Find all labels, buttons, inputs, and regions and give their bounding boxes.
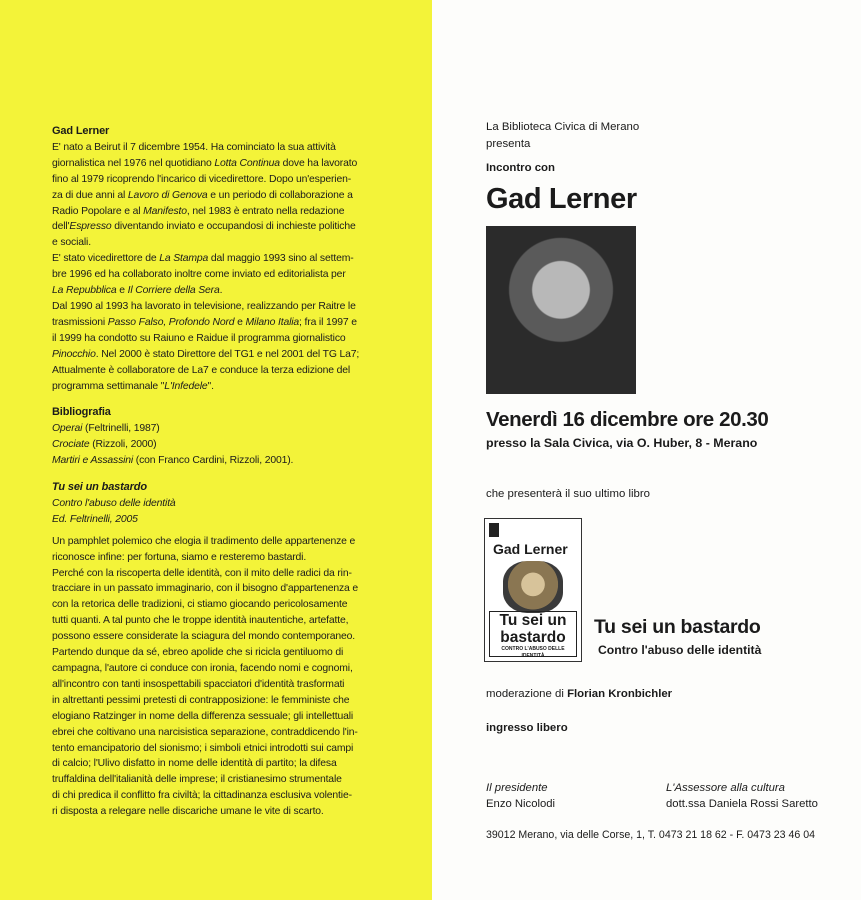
book-description-line: all'incontro con tanti insospettabili spacciatori d'identità trasformati — [52, 678, 345, 690]
assessor-name: dott.ssa Daniela Rossi Saretto — [666, 798, 818, 810]
moderation-line: moderazione di Florian Kronbichler — [486, 688, 673, 700]
bio-line: programma settimanale "L'Infedele". — [52, 380, 214, 392]
bio-line: La Repubblica e Il Corriere della Sera. — [52, 285, 223, 297]
bio-line: Pinocchio. Nel 2000 è stato Direttore del TG1 e nel 2001 del TG La7; — [52, 348, 360, 360]
org-line: La Biblioteca Civica di Merano — [486, 121, 640, 133]
event-place: presso la Sala Civica, via O. Huber, 8 - Merano — [486, 436, 758, 450]
right-panel — [432, 0, 861, 900]
book-description-line: Partendo dunque da sé, ebreo apolide che si ricicla gentiluomo di — [52, 647, 344, 659]
cover-title-box — [489, 611, 577, 657]
book-description-line: tento emancipatorio del sionismo; i simboli etnici introdotti sui campi — [52, 742, 354, 754]
book-description-line: campagna, l'autore ci conduce con ironia, facendo nomi e cognomi, — [52, 663, 353, 674]
publisher-logo-icon — [489, 523, 499, 537]
bio-paragraph — [52, 140, 376, 395]
bibliography-heading: Bibliografia — [52, 406, 111, 419]
book-description-line: ebrei che coltivano una narcisistica separazione, contraddicendo l'in- — [52, 726, 358, 738]
free-entry: ingresso libero — [486, 722, 568, 734]
book-description-line: di chi predica il conflitto fra civiltà; la cittadinanza esclusiva volentie- — [52, 790, 352, 802]
bio-line: Radio Popolare e al Manifesto, nel 1983 è entrato nella redazione — [52, 205, 345, 217]
book-description-line: Perché con la riscoperta delle identità, con il mito delle radici da rin- — [52, 567, 352, 579]
book-subtitle-left: Contro l'abuso delle identità — [52, 497, 176, 509]
bio-line: giornalistica nel 1976 nel quotidiano Lotta Continua dove ha lavorato — [52, 157, 358, 169]
bibliography-item: Operai (Feltrinelli, 1987) — [52, 423, 160, 435]
cover-title-line: Tu sei un — [499, 612, 567, 629]
cover-title-line: bastardo — [500, 629, 566, 646]
author-heading: Gad Lerner — [52, 125, 110, 137]
book-description-line: di calcio; l'Ulivo disfatto in nome delle identità di partito; la difesa — [52, 758, 337, 770]
bio-line: Dal 1990 al 1993 ha lavorato in televisione, realizzando per Raitre le — [52, 300, 356, 312]
book-edition: Ed. Feltrinelli, 2005 — [52, 513, 138, 525]
book-description-line: tutti quanti. A tal punto che le troppe identità inautentiche, artefatte, — [52, 615, 349, 627]
bio-line: dell'Espresso diventando inviato e occupandosi di inchieste politiche — [52, 221, 356, 233]
address-line: 39012 Merano, via delle Corse, 1, T. 0473 21 18 62 - F. 0473 23 46 04 — [486, 829, 816, 841]
presents-text: presenta — [486, 138, 531, 150]
bio-line: il 1999 ha condotto su Raiuno e Raidue il programma giornalistico — [52, 332, 346, 344]
bio-line: fino al 1979 ricoprendo l'incarico di vicedirettore. Dopo un'esperien- — [52, 173, 352, 185]
bio-line: za di due anni al Lavoro di Genova e un periodo di collaborazione a — [52, 189, 353, 201]
event-date: Venerdì 16 dicembre ore 20.30 — [486, 408, 769, 431]
left-column — [52, 124, 376, 820]
book-description-line: riconosce infine: per fortuna, siamo e resteremo bastardi. — [52, 551, 307, 563]
book-description-line: ri disposta a relegare nelle discariche umane le vite di scarto. — [52, 806, 324, 818]
book-description-line: possono essere considerate la sciagura del mondo contemporaneo. — [52, 631, 356, 643]
president-role: Il presidente — [486, 782, 548, 794]
speaker-photo — [486, 226, 636, 394]
bio-line: E' nato a Beirut il 7 dicembre 1954. Ha cominciato la sua attività — [52, 141, 336, 153]
book-title-right: Tu sei un bastardo — [594, 616, 761, 638]
cover-author: Gad Lerner — [493, 541, 568, 557]
bio-line: Attualmente è collaboratore de La7 e conduce la terza edizione del — [52, 364, 350, 376]
book-description-line: tracciare in un passato immaginario, con il bisogno d'appartenenza e — [52, 583, 358, 595]
bibliography-item: Crociate (Rizzoli, 2000) — [52, 439, 157, 451]
assessor-role: L'Assessore alla cultura — [666, 782, 785, 794]
meeting-label: Incontro con — [486, 162, 555, 174]
book-description-line: con la retorica delle tradizioni, ci stiamo giocando pericolosamente — [52, 599, 348, 611]
bio-line: e sociali. — [52, 237, 91, 249]
present-book-text: che presenterà il suo ultimo libro — [486, 488, 650, 500]
speaker-name: Gad Lerner — [486, 183, 637, 215]
president-name: Enzo Nicolodi — [486, 798, 556, 810]
book-description-line: truffaldina dell'italianità delle imprese; il cristianesimo strumentale — [52, 774, 342, 786]
book-subtitle-right: Contro l'abuso delle identità — [598, 643, 762, 657]
book-description-line: Un pamphlet polemico che elogia il tradimento delle appartenenze e — [52, 535, 356, 547]
book-description-line: elogiano Ratzinger in nome della differenza sessuale; gli intellettuali — [52, 710, 354, 722]
moderator-name: Florian Kronbichler — [567, 688, 673, 700]
bio-line: bre 1996 ed ha collaborato inoltre come inviato ed editorialista per — [52, 269, 346, 281]
book-title-left: Tu sei un bastardo — [52, 481, 147, 494]
book-description — [52, 534, 376, 820]
cover-subtitle: CONTRO L'ABUSO DELLE IDENTITÀ — [501, 646, 565, 659]
bio-line: E' stato vicedirettore de La Stampa dal maggio 1993 sino al settem- — [52, 253, 354, 265]
book-description-line: in altrettanti pessimi pretesti di contrapposizione: le femministe che — [52, 694, 350, 706]
bio-line: trasmissioni Passo Falso, Profondo Nord e Milano Italia; fra il 1997 e — [52, 316, 357, 328]
dog-image — [503, 561, 563, 613]
book-cover — [484, 518, 582, 662]
bibliography-item: Martiri e Assassini (con Franco Cardini, Rizzoli, 2001). — [52, 455, 294, 467]
